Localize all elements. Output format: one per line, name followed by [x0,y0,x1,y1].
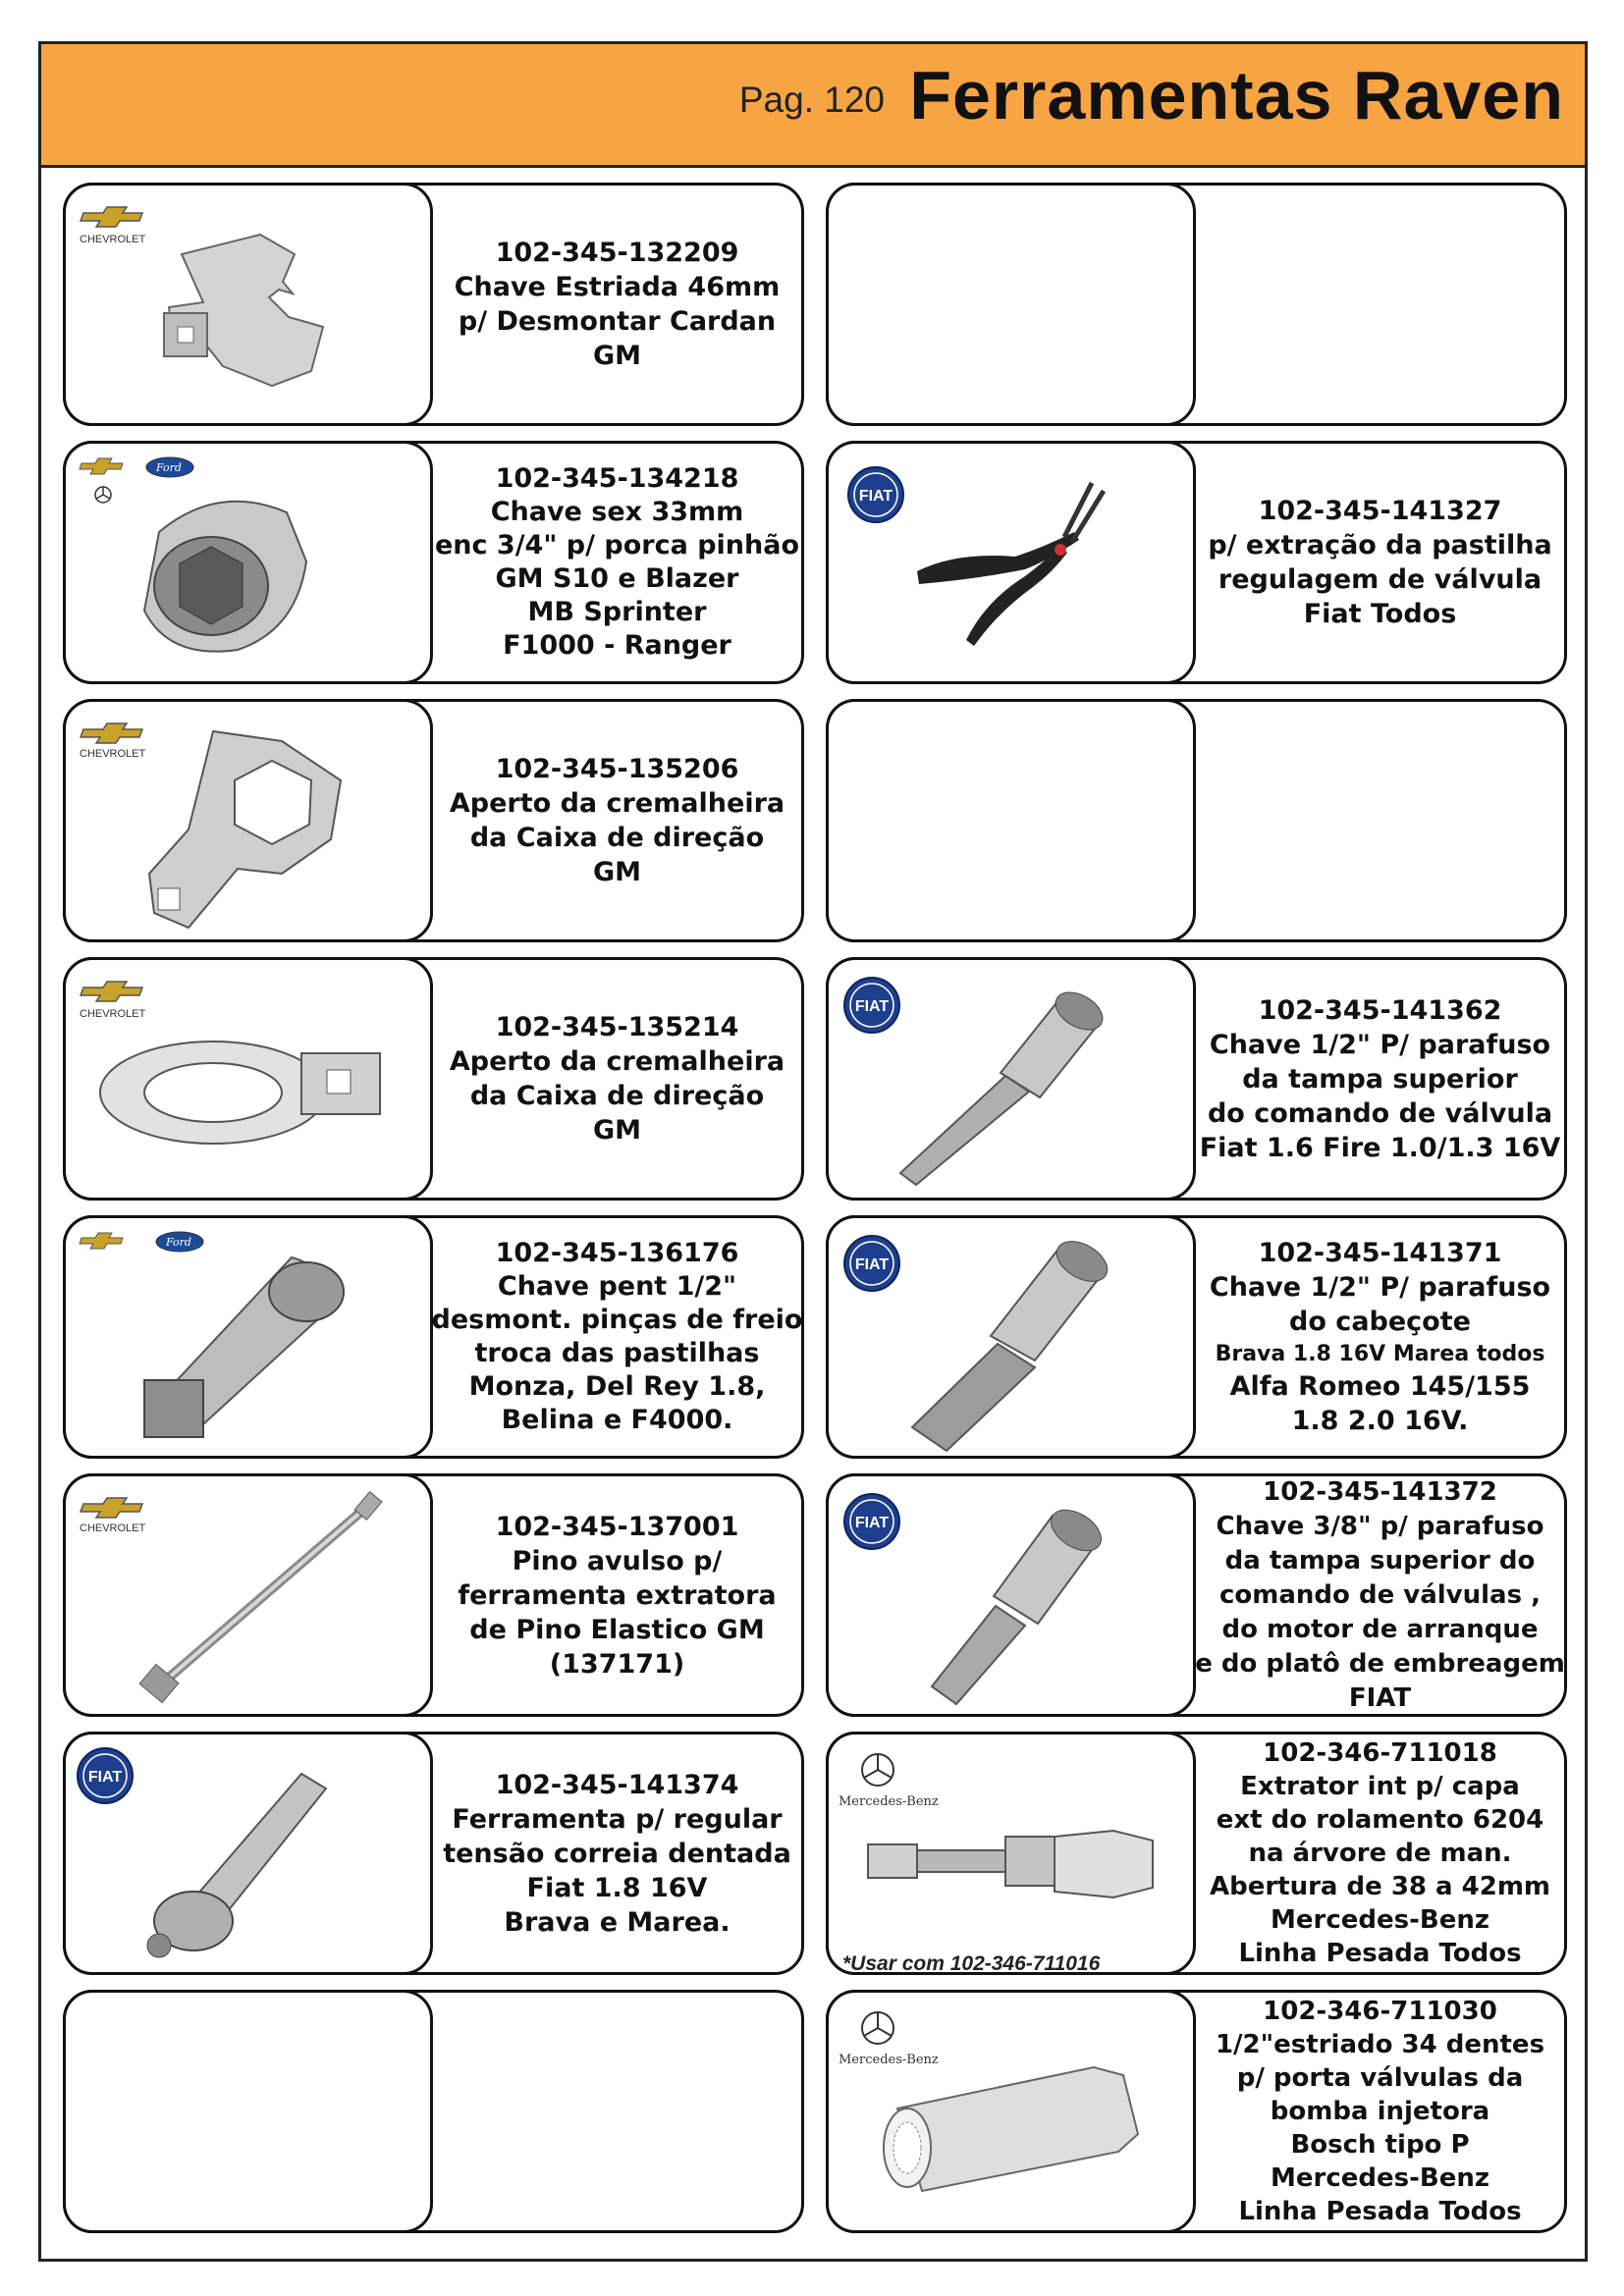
product-card-141371 [826,1215,1567,1459]
usage-note: *Usar com 102-346-711016 [842,1952,1101,1975]
product-image [63,1215,433,1459]
chevrolet-label: CHEVROLET [80,234,146,245]
fiat-logo [78,1748,133,1803]
svg-text:Mercedes-Benz: Mercedes-Benz [839,2053,939,2067]
product-image [63,699,433,942]
ford-logo [156,1232,203,1252]
product-image [826,1990,1196,2233]
product-card-134218 [63,441,804,684]
chevrolet-logo [80,723,146,760]
product-description: 102-346-711018 Extrator int p/ capa ext do rolamento 6204 na árvore de man. Abertura de 38 a 42mm Mercedes-Benz Linha Pesada Todos [1209,1738,1551,1968]
product-description: 102-346-711030 1/2"estriado 34 dentes p/ porta válvulas da bomba injetora Bosch tipo P Mercedes-Benz Linha Pesada Todos [1215,1997,1545,2226]
chevrolet-logo [80,1233,123,1249]
empty-image-slot [63,1990,433,2233]
chevrolet-logo [80,982,146,1020]
product-card-137001 [63,1473,804,1717]
svg-text:Ford: Ford [166,1236,191,1249]
svg-text:FIAT: FIAT [854,1515,890,1531]
product-card-135214 [63,957,804,1201]
product-description: 102-345-135214 Aperto da cremalheira da Caixa de direção GM [449,1012,785,1146]
pliers-icon [917,483,1104,646]
product-image [826,957,1196,1201]
product-code: 102-346-711030 [1263,1997,1497,2026]
bit-socket-icon [932,1502,1109,1704]
empty-image-slot [826,699,1196,942]
mercedes-logo [839,2012,939,2067]
empty-card [826,699,1567,942]
svg-text:FIAT: FIAT [854,998,890,1015]
product-description: 102-345-141327 p/ extração da pastilha regulagem de válvula Fiat Todos [1208,496,1552,629]
svg-text:CHEVROLET: CHEVROLET [80,1522,146,1534]
product-code: 102-345-137001 [495,1511,739,1542]
page-title: Ferramentas Raven [909,57,1564,133]
product-image [826,1473,1196,1717]
product-image [63,1732,433,1975]
product-image [826,1215,1196,1459]
fiat-logo [844,1236,899,1291]
bit-socket-icon [900,985,1110,1185]
product-description: 102-345-141362 Chave 1/2" P/ parafuso da tampa superior do comando de válvula Fiat 1.6 Fire 1.0/1.3 16V [1199,994,1561,1163]
product-image [826,441,1196,684]
chevrolet-logo [80,458,123,474]
product-image [63,957,433,1201]
bit-socket-icon [912,1233,1114,1451]
product-image [63,1473,433,1717]
pin-extractor-icon [139,1492,382,1703]
chevrolet-logo [80,207,146,245]
product-card-711018 [826,1732,1567,1975]
product-code: 102-345-136176 [495,1238,739,1268]
chevrolet-logo [80,1498,146,1534]
product-image [63,441,433,684]
ring-wrench-icon [100,1041,380,1144]
product-card-711030 [826,1990,1567,2233]
product-card-135206 [63,699,804,942]
page-number: Pag. 120 [738,80,885,120]
product-code: 102-346-711018 [1263,1738,1497,1768]
svg-text:FIAT: FIAT [858,488,893,505]
steering-rack-wrench-icon [149,731,341,928]
product-code: 102-345-141372 [1263,1476,1497,1507]
product-card-141372 [826,1473,1567,1717]
page-header [41,44,1585,168]
splined-socket-icon [884,2067,1138,2191]
product-card-141327 [826,441,1567,684]
hex-socket-icon [144,502,306,652]
product-code: 102-345-141371 [1258,1238,1502,1268]
product-description: 102-345-135206 Aperto da cremalheira da Caixa de direção GM [449,754,785,887]
product-card-132209 [63,183,804,426]
product-card-141374 [63,1732,804,1975]
svg-text:FIAT: FIAT [854,1256,890,1273]
product-description: 102-345-141372 Chave 3/8" p/ parafuso da tampa superior do comando de válvulas , do motor de arranque e do platô de embreagem FIAT [1195,1476,1565,1713]
product-image [63,183,433,426]
product-code: 102-345-135214 [495,1012,739,1042]
svg-text:FIAT: FIAT [87,1769,123,1786]
product-code: 102-345-135206 [495,754,739,784]
mercedes-logo [839,1754,939,1809]
product-description: 102-345-137001 Pino avulso p/ ferramenta extratora de Pino Elastico GM (137171) [458,1511,777,1680]
ford-logo [146,457,193,477]
product-card-136176 [63,1215,804,1459]
product-card-141362 [826,957,1567,1201]
mercedes-logo [95,487,111,503]
product-code: 102-345-141327 [1258,496,1502,526]
empty-card [63,1990,804,2233]
product-code: 102-345-134218 [495,463,739,494]
fiat-logo [844,978,899,1033]
product-description: 102-345-132209 Chave Estriada 46mm p/ Desmontar Cardan GM [454,238,781,371]
svg-text:Mercedes-Benz: Mercedes-Benz [839,1794,939,1809]
bearing-extractor-icon [868,1831,1153,1897]
belt-tensioner-tool-icon [147,1774,326,1957]
svg-text:CHEVROLET: CHEVROLET [80,748,146,760]
brake-caliper-tool-icon [144,1257,344,1437]
fiat-logo [844,1494,899,1549]
empty-image-slot [826,183,1196,426]
svg-text:Ford: Ford [156,461,182,474]
product-description: 102-345-141371 Chave 1/2" P/ parafuso do cabeçote Brava 1.8 16V Marea todos Alfa Romeo 145/155 1.8 2.0 16V. [1209,1238,1551,1436]
product-image [826,1732,1196,1975]
svg-text:CHEVROLET: CHEVROLET [80,1008,146,1020]
product-code: 102-345-141362 [1258,994,1502,1026]
crowfoot-wrench-icon [164,235,323,386]
product-code: 102-345-132209 [495,238,739,268]
fiat-logo [848,467,903,522]
product-description: 102-345-136176 Chave pent 1/2" desmont. pinças de freio troca das pastilhas Monza, Del Rey 1.8, Belina e F4000. [431,1238,803,1435]
product-description: 102-345-134218 Chave sex 33mm enc 3/4" p/ porca pinhão GM S10 e Blazer MB Sprinter F1000 - Ranger [434,463,800,661]
empty-card [826,183,1567,426]
product-description: 102-345-141374 Ferramenta p/ regular tensão correia dentada Fiat 1.8 16V Brava e Marea. [443,1769,791,1938]
product-code: 102-345-141374 [495,1769,739,1800]
